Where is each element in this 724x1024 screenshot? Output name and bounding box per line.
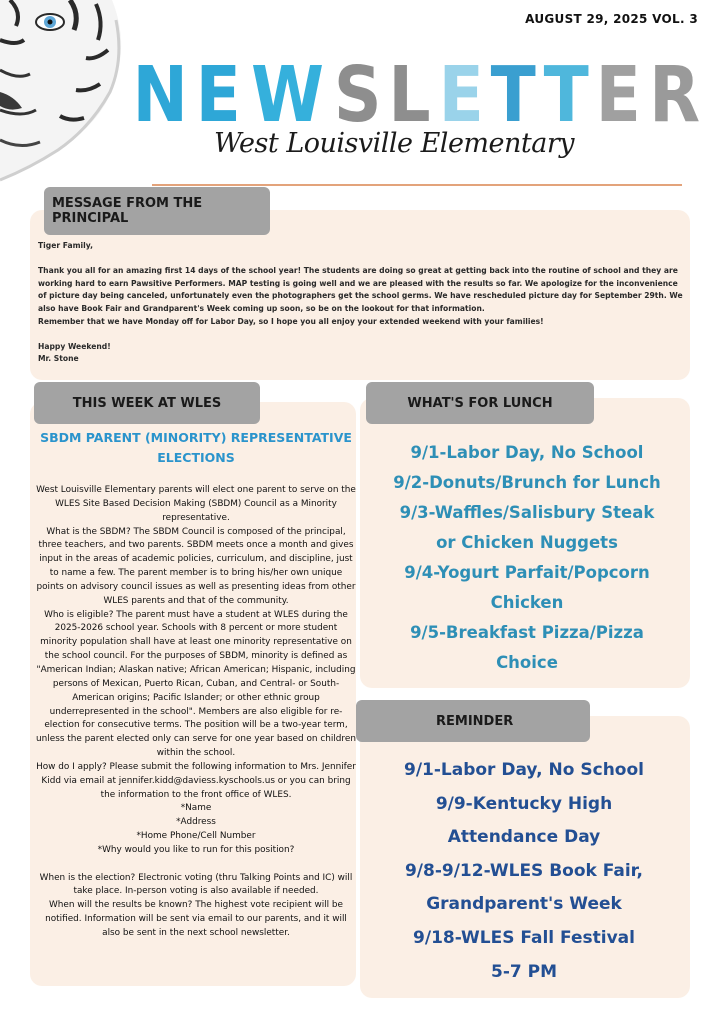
reminder-item: Attendance Day	[447, 827, 601, 848]
lunch-item: 9/4-Yogurt Parfait/Popcorn	[404, 563, 650, 582]
title-letter: E	[438, 51, 484, 140]
lunch-item: 9/3-Waffles/Salisbury Steak	[399, 503, 655, 522]
principal-labor-day: Remember that we have Monday off for Labor Day, so I hope you all enjoy your extended weekend with your families!	[38, 316, 544, 326]
sbdm-field-phone: *Home Phone/Cell Number	[136, 831, 256, 842]
issue-date: AUGUST 29, 2025 VOL. 3	[525, 12, 698, 26]
sbdm-article-body	[36, 484, 356, 941]
sbdm-field-address: *Address	[176, 817, 216, 828]
sbdm-field-name: *Name	[180, 803, 212, 814]
title-letter: T	[543, 51, 589, 140]
title-letter: N	[132, 51, 188, 140]
principal-closing: Happy Weekend!	[38, 341, 111, 351]
title-letter: R	[648, 51, 700, 140]
reminder-item: 9/1-Labor Day, No School	[403, 760, 644, 780]
sbdm-field-why: *Why would you like to run for this position?	[97, 844, 295, 855]
title-letter: S	[333, 51, 382, 140]
title-letter: E	[196, 51, 242, 140]
principal-signature: Mr. Stone	[38, 354, 79, 364]
lunch-item: 9/5-Breakfast Pizza/Pizza	[410, 623, 644, 642]
sbdm-article-title: SBDM PARENT (MINORITY) REPRESENTATIVE ELECTIONS	[40, 430, 352, 465]
title-letter: W	[251, 51, 325, 140]
lunch-item: 9/1-Labor Day, No School	[410, 443, 644, 462]
principal-paragraph: Thank you all for an amazing first 14 days of the school year! The students are doing so great at getting back into the routine of school and they are working hard to earn Pawsitive Performers. MAP testing is going well and we are pleased with the results so far. We apologize for the inconvenience of picture day being canceled, unfortunately even the photographers get the school germs. We have rescheduled picture day for September 29th. We also have Book Fair and Grandparent's Week coming up soon, so be on the lookout for that information.	[38, 266, 683, 313]
reminder-list	[356, 754, 692, 989]
header-divider	[152, 184, 682, 186]
title-letter: L	[388, 51, 432, 140]
reminder-item: 9/9-Kentucky High	[435, 793, 613, 814]
sbdm-when: When is the election? Electronic voting (thru Talking Points and IC) will take place. In-person voting is also available if needed.	[39, 872, 353, 897]
lunch-item: Chicken	[490, 593, 564, 612]
lunch-menu	[362, 438, 692, 678]
reminder-item: Grandparent's Week	[426, 894, 622, 915]
sbdm-what: What is the SBDM? The SBDM Council is composed of the principal, three teachers, and two parents. SBDM meets once a month and gives input in the areas of academic policies, curriculum, and discipline, just to name a few. The parent member is to bring his/her own unique points on advisory council issues as well as presenting ideas from other WLES parents and that of the community.	[36, 526, 356, 606]
principal-greeting: Tiger Family,	[38, 241, 93, 250]
reminder-item: 9/8-9/12-WLES Book Fair,	[404, 860, 644, 881]
lunch-item: or Chicken Nuggets	[436, 533, 618, 552]
sbdm-results: When will the results be known? The highest vote recipient will be notified. Information will be sent via email to our parents, and it will also be sent in the next school newsletter.	[45, 900, 347, 938]
newsletter-title	[128, 51, 700, 140]
sbdm-intro: West Louisville Elementary parents will elect one parent to serve on the WLES Site Based Decision Making (SBDM) Council as a Minority representative.	[36, 485, 356, 523]
reminder-item: 9/18-WLES Fall Festival	[413, 927, 635, 948]
sbdm-how: How do I apply? Please submit the following information to Mrs. Jennifer Kidd via email at jennifer.kidd@daviess.kyschools.us or you can bring the information to the front office of WLES.	[36, 761, 356, 800]
principal-message	[38, 240, 688, 366]
reminder-item: 5-7 PM	[490, 961, 557, 982]
title-letter: E	[595, 51, 642, 140]
lunch-heading: WHAT'S FOR LUNCH	[366, 382, 594, 424]
principal-heading: MESSAGE FROM THE PRINCIPAL	[44, 187, 270, 235]
reminder-heading: REMINDER	[356, 700, 590, 742]
sbdm-who: Who is eligible? The parent must have a student at WLES during the 2025-2026 school year. Schools with 8 percent or more student minority population shall have at least one minority representative on the school council. For the purposes of SBDM, minority is defined as "American Indian; Alaskan native; African American; Hispanic, including persons of Mexican, Puerto Rican, Cuban, and Central- or South-American origins; Pacific Islander; or other ethnic group underrepresented in the school". Members are also eligible for re-election for consecutive terms. The position will be a two-year term, unless the parent elected only can serve for one year based on children within the school.	[36, 609, 356, 759]
this-week-heading: THIS WEEK AT WLES	[34, 382, 260, 424]
lunch-item: Choice	[496, 653, 558, 672]
lunch-item: 9/2-Donuts/Brunch for Lunch	[393, 473, 661, 492]
tiger-illustration	[0, 0, 130, 185]
school-name: West Louisville Elementary	[214, 128, 575, 159]
title-letter: T	[490, 51, 537, 140]
